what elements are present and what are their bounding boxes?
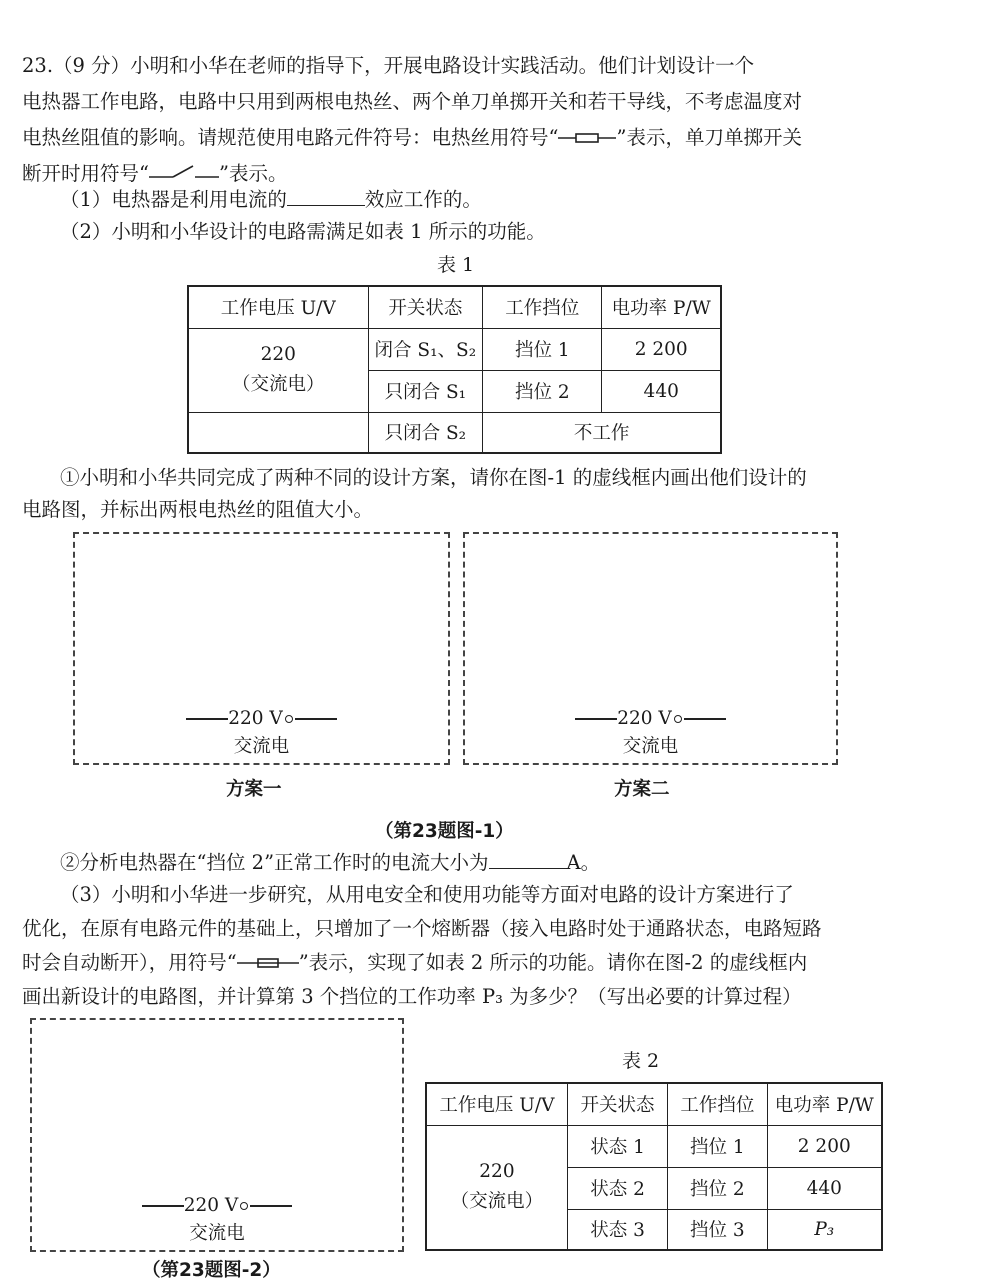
table-2: [425, 1082, 883, 1251]
table-1-row-2-power: 440: [602, 370, 721, 412]
part-3-line-4: 画出新设计的电路图，并计算第 3 个挡位的工作功率 P₃ 为多少？（写出必要的计算过程）: [22, 985, 802, 1008]
table-2-row-3-gear: 挡位 3: [668, 1209, 767, 1250]
table-1-row-3-blank: [188, 412, 368, 453]
wire-right-icon: [295, 718, 337, 720]
wire-left-icon: [186, 718, 228, 720]
wire-left-icon: [142, 1205, 184, 1207]
part-3-line-3b: ”表示，实现了如表 2 所示的功能。请你在图-2 的虚线框内: [298, 951, 808, 974]
table-2-voltage-cell: [426, 1125, 567, 1250]
part-3-line-2: 优化，在原有电路元件的基础上，只增加了一个熔断器（接入电路时处于通路状态，电路短路: [22, 917, 822, 940]
table-1-row-2-switch: 只闭合 S₁: [368, 370, 483, 412]
sub-1-line-1: ①小明和小华共同完成了两种不同的设计方案，请你在图-1 的虚线框内画出他们设计的: [60, 466, 807, 489]
table-2-row-2-gear: 挡位 2: [668, 1167, 767, 1209]
part-3-line-3: [22, 945, 967, 982]
table-2-row-3-power: P₃: [767, 1209, 882, 1250]
part-1-b: 效应工作的。: [364, 188, 482, 211]
part-1: [60, 182, 984, 218]
table-1-row-1-gear: 挡位 1: [483, 328, 602, 370]
table-2-row-3-switch: 状态 3: [567, 1209, 667, 1250]
table-1-row-3-switch: 只闭合 S₂: [368, 412, 483, 453]
question-line-1: 23.（9 分）小明和小华在老师的指导下，开展电路设计实践活动。他们计划设计一个: [22, 54, 755, 77]
part-3-line-3a: 时会自动断开），用符号“: [22, 951, 237, 974]
figure-2-source-type: 交流电: [189, 1223, 245, 1244]
part-2: （2）小明和小华设计的电路需满足如表 1 所示的功能。: [60, 220, 546, 243]
terminal-icon: [285, 715, 293, 723]
figure-1-source-b-voltage: 220 V: [617, 708, 672, 729]
table-2-header-gear: 工作挡位: [668, 1083, 767, 1125]
figure-1-source-b-type: 交流电: [622, 736, 679, 757]
table-1-row-1-switch: 闭合 S₁、S₂: [368, 328, 483, 370]
table-2-header-switch: 开关状态: [567, 1083, 667, 1125]
table-1-row-1-power: 2 200: [602, 328, 721, 370]
table-2-row-2-switch: 状态 2: [567, 1167, 667, 1209]
table-1-caption: 表 1: [437, 254, 475, 276]
table-1-row-2-gear: 挡位 2: [483, 370, 602, 412]
question-line-3a: 电热丝阻值的影响。请规范使用电路元件符号：电热丝用符号“: [22, 126, 559, 149]
question-line-2: 电热器工作电路，电路中只用到两根电热丝、两个单刀单掷开关和若干导线，不考虑温度对: [22, 90, 803, 113]
sub-2-a: ②分析电热器在“挡位 2”正常工作时的电流大小为: [60, 851, 489, 874]
figure-1-source-a-voltage: 220 V: [228, 708, 283, 729]
question-line-3: [22, 120, 967, 157]
terminal-icon: [240, 1202, 248, 1210]
table-1-voltage: 220: [260, 344, 296, 365]
wire-right-icon: [684, 718, 726, 720]
figure-1-label-plan-b: 方案二: [614, 779, 670, 800]
table-2-voltage: 220: [479, 1161, 515, 1183]
table-1-header-switch: 开关状态: [368, 286, 483, 328]
answer-blank-2[interactable]: [489, 867, 567, 869]
sub-1-line-2: 电路图，并标出两根电热丝的阻值大小。: [22, 498, 374, 521]
table-2-caption: 表 2: [622, 1050, 660, 1072]
table-1-header-voltage: 工作电压 U/V: [188, 286, 368, 328]
table-1-row-3-merged: 不工作: [483, 412, 721, 453]
answer-blank-1[interactable]: [287, 204, 365, 206]
table-2-header-power: 电功率 P/W: [767, 1083, 882, 1125]
question-line-4a: 断开时用符号“: [22, 162, 149, 185]
figure-2-source-voltage: 220 V: [183, 1195, 239, 1216]
table-1-header-power: 电功率 P/W: [602, 286, 721, 328]
sub-2-b: A。: [566, 851, 601, 874]
table-1: [187, 285, 722, 454]
part-3-line-1: （3）小明和小华进一步研究，从用电安全和使用功能等方面对电路的设计方案进行了: [60, 883, 794, 906]
figure-1-label-plan-a: 方案一: [226, 779, 282, 800]
table-1-voltage-note: （交流电）: [231, 374, 325, 395]
figure-2-caption: （第23题图-2）: [142, 1260, 281, 1281]
table-1-voltage-cell: [188, 328, 368, 412]
table-2-row-1-gear: 挡位 1: [668, 1125, 767, 1167]
table-1-header-gear: 工作挡位: [483, 286, 602, 328]
table-2-voltage-note: （交流电）: [450, 1191, 544, 1213]
wire-right-icon: [250, 1205, 292, 1207]
figure-1-caption: （第23题图-1）: [375, 821, 514, 842]
figure-1-source-a-type: 交流电: [233, 736, 290, 757]
part-1-a: （1）电热器是利用电流的: [60, 188, 287, 211]
figure-2-source: [30, 1192, 404, 1248]
table-2-header-voltage: 工作电压 U/V: [426, 1083, 567, 1125]
figure-1-source-a: [73, 705, 450, 761]
figure-1-source-b: [463, 705, 838, 761]
terminal-icon: [674, 715, 682, 723]
fuse-symbol-icon: [237, 946, 299, 982]
heating-wire-symbol-icon: [558, 121, 616, 157]
table-2-row-2-power: 440: [767, 1167, 882, 1209]
table-2-row-1-power: 2 200: [767, 1125, 882, 1167]
table-2-row-1-switch: 状态 1: [567, 1125, 667, 1167]
question-line-3b: ”表示，单刀单掷开关: [616, 126, 802, 149]
sub-2: [60, 845, 984, 881]
question-line-4b: ”表示。: [218, 162, 288, 185]
wire-left-icon: [575, 718, 617, 720]
